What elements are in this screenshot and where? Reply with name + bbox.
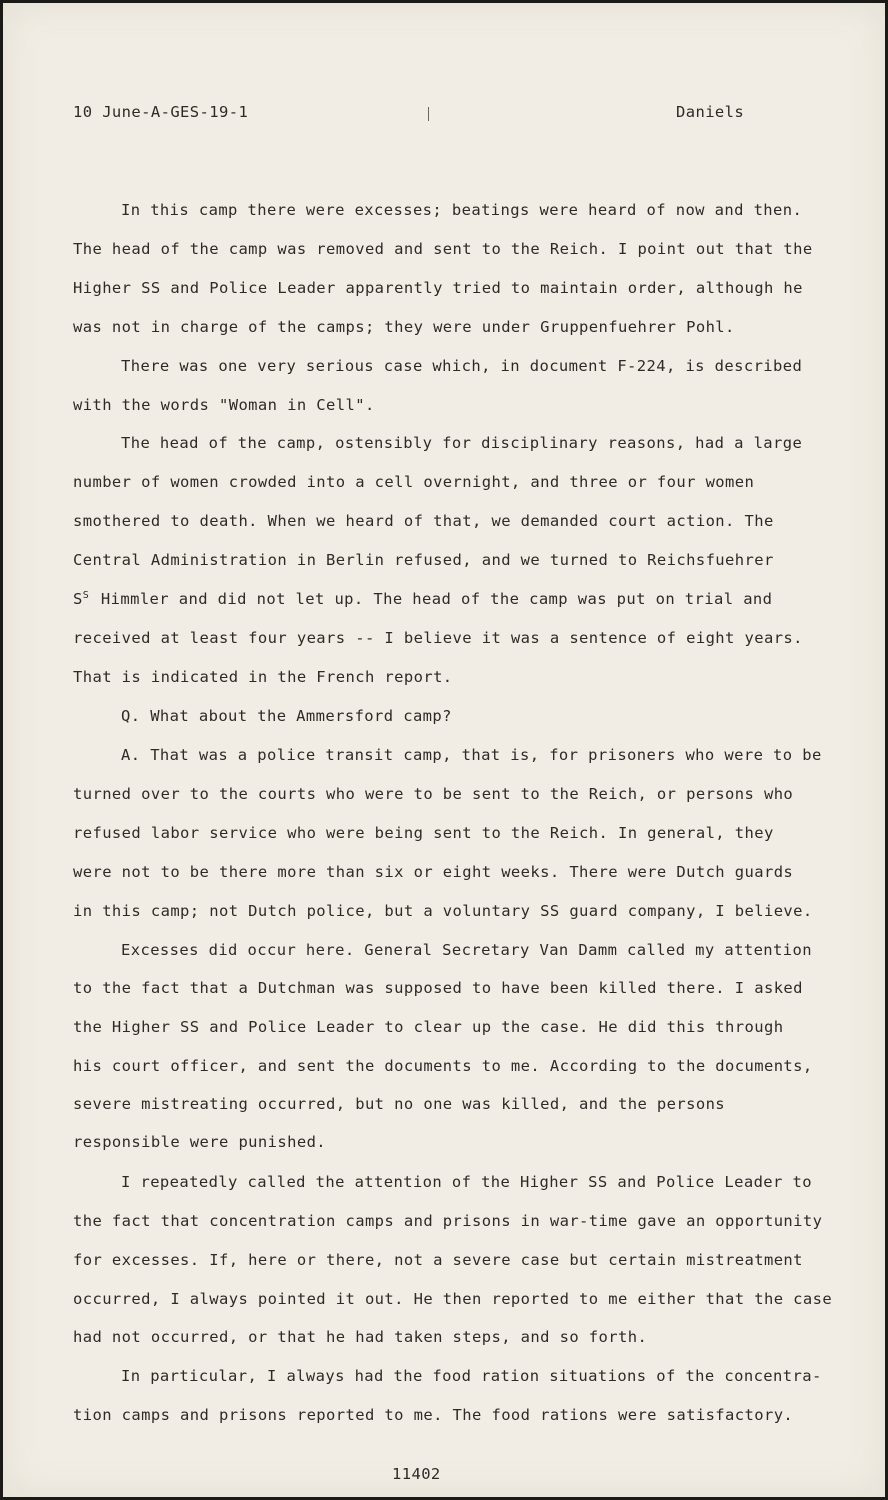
ss-superscript: S — [82, 590, 90, 601]
answer-line: A. That was a police transit camp, that is, for prisoners who were to be — [121, 746, 822, 764]
ss-letter: S — [73, 590, 83, 608]
text-line: number of women crowded into a cell overnight, and three or four women — [73, 473, 755, 491]
header-mark — [428, 107, 429, 121]
text-line: The head of the camp, ostensibly for disciplinary reasons, had a large — [121, 434, 803, 452]
text-line: had not occurred, or that he had taken steps, and so forth. — [73, 1328, 648, 1346]
text-line: tion camps and prisons reported to me. The food rations were satisfactory. — [73, 1406, 794, 1424]
text-line: the fact that concentration camps and prisons in war-time gave an opportunity — [73, 1212, 823, 1230]
question-line: Q. What about the Ammersford camp? — [121, 707, 452, 725]
text-line: was not in charge of the camps; they were under Gruppenfuehrer Pohl. — [73, 318, 735, 336]
text-line: with the words "Woman in Cell". — [73, 396, 375, 414]
text-line: Central Administration in Berlin refused, and we turned to Reichsfuehrer — [73, 551, 774, 569]
text-line: to the fact that a Dutchman was supposed to have been killed there. I asked — [73, 979, 803, 997]
text-line — [73, 590, 772, 608]
text-line: Excesses did occur here. General Secretary Van Damm called my attention — [121, 941, 812, 959]
text-line: smothered to death. When we heard of that, we demanded court action. The — [73, 512, 774, 530]
text-line: were not to be there more than six or eight weeks. There were Dutch guards — [73, 863, 794, 881]
text-line: In particular, I always had the food ration situations of the concentra- — [121, 1367, 822, 1385]
text-line: There was one very serious case which, in document F-224, is described — [121, 357, 803, 375]
text-line: his court officer, and sent the documents to me. According to the documents, — [73, 1057, 813, 1075]
text-line: severe mistreating occurred, but no one was killed, and the persons — [73, 1095, 726, 1113]
text-line: That is indicated in the French report. — [73, 668, 453, 686]
document-page — [3, 3, 885, 1497]
witness-name: Daniels — [676, 103, 745, 121]
text-line: occurred, I always pointed it out. He then reported to me either that the case — [73, 1290, 833, 1308]
text-line: The head of the camp was removed and sent to the Reich. I point out that the — [73, 240, 813, 258]
text-line: I repeatedly called the attention of the Higher SS and Police Leader to — [121, 1173, 812, 1191]
page-number: 11402 — [392, 1465, 441, 1483]
text-line: In this camp there were excesses; beatings were heard of now and then. — [121, 201, 803, 219]
line-text: Himmler and did not let up. The head of the camp was put on trial and — [100, 590, 773, 608]
text-line: for excesses. If, here or there, not a severe case but certain mistreatment — [73, 1251, 803, 1269]
document-reference: 10 June-A-GES-19-1 — [73, 103, 249, 121]
text-line: responsible were punished. — [73, 1133, 327, 1151]
text-line: the Higher SS and Police Leader to clear up the case. He did this through — [73, 1018, 784, 1036]
text-line: received at least four years -- I believe it was a sentence of eight years. — [73, 629, 803, 647]
text-line: refused labor service who were being sent to the Reich. In general, they — [73, 824, 774, 842]
text-line: turned over to the courts who were to be sent to the Reich, or persons who — [73, 785, 794, 803]
text-line: in this camp; not Dutch police, but a voluntary SS guard company, I believe. — [73, 902, 813, 920]
text-line: Higher SS and Police Leader apparently tried to maintain order, although he — [73, 279, 803, 297]
